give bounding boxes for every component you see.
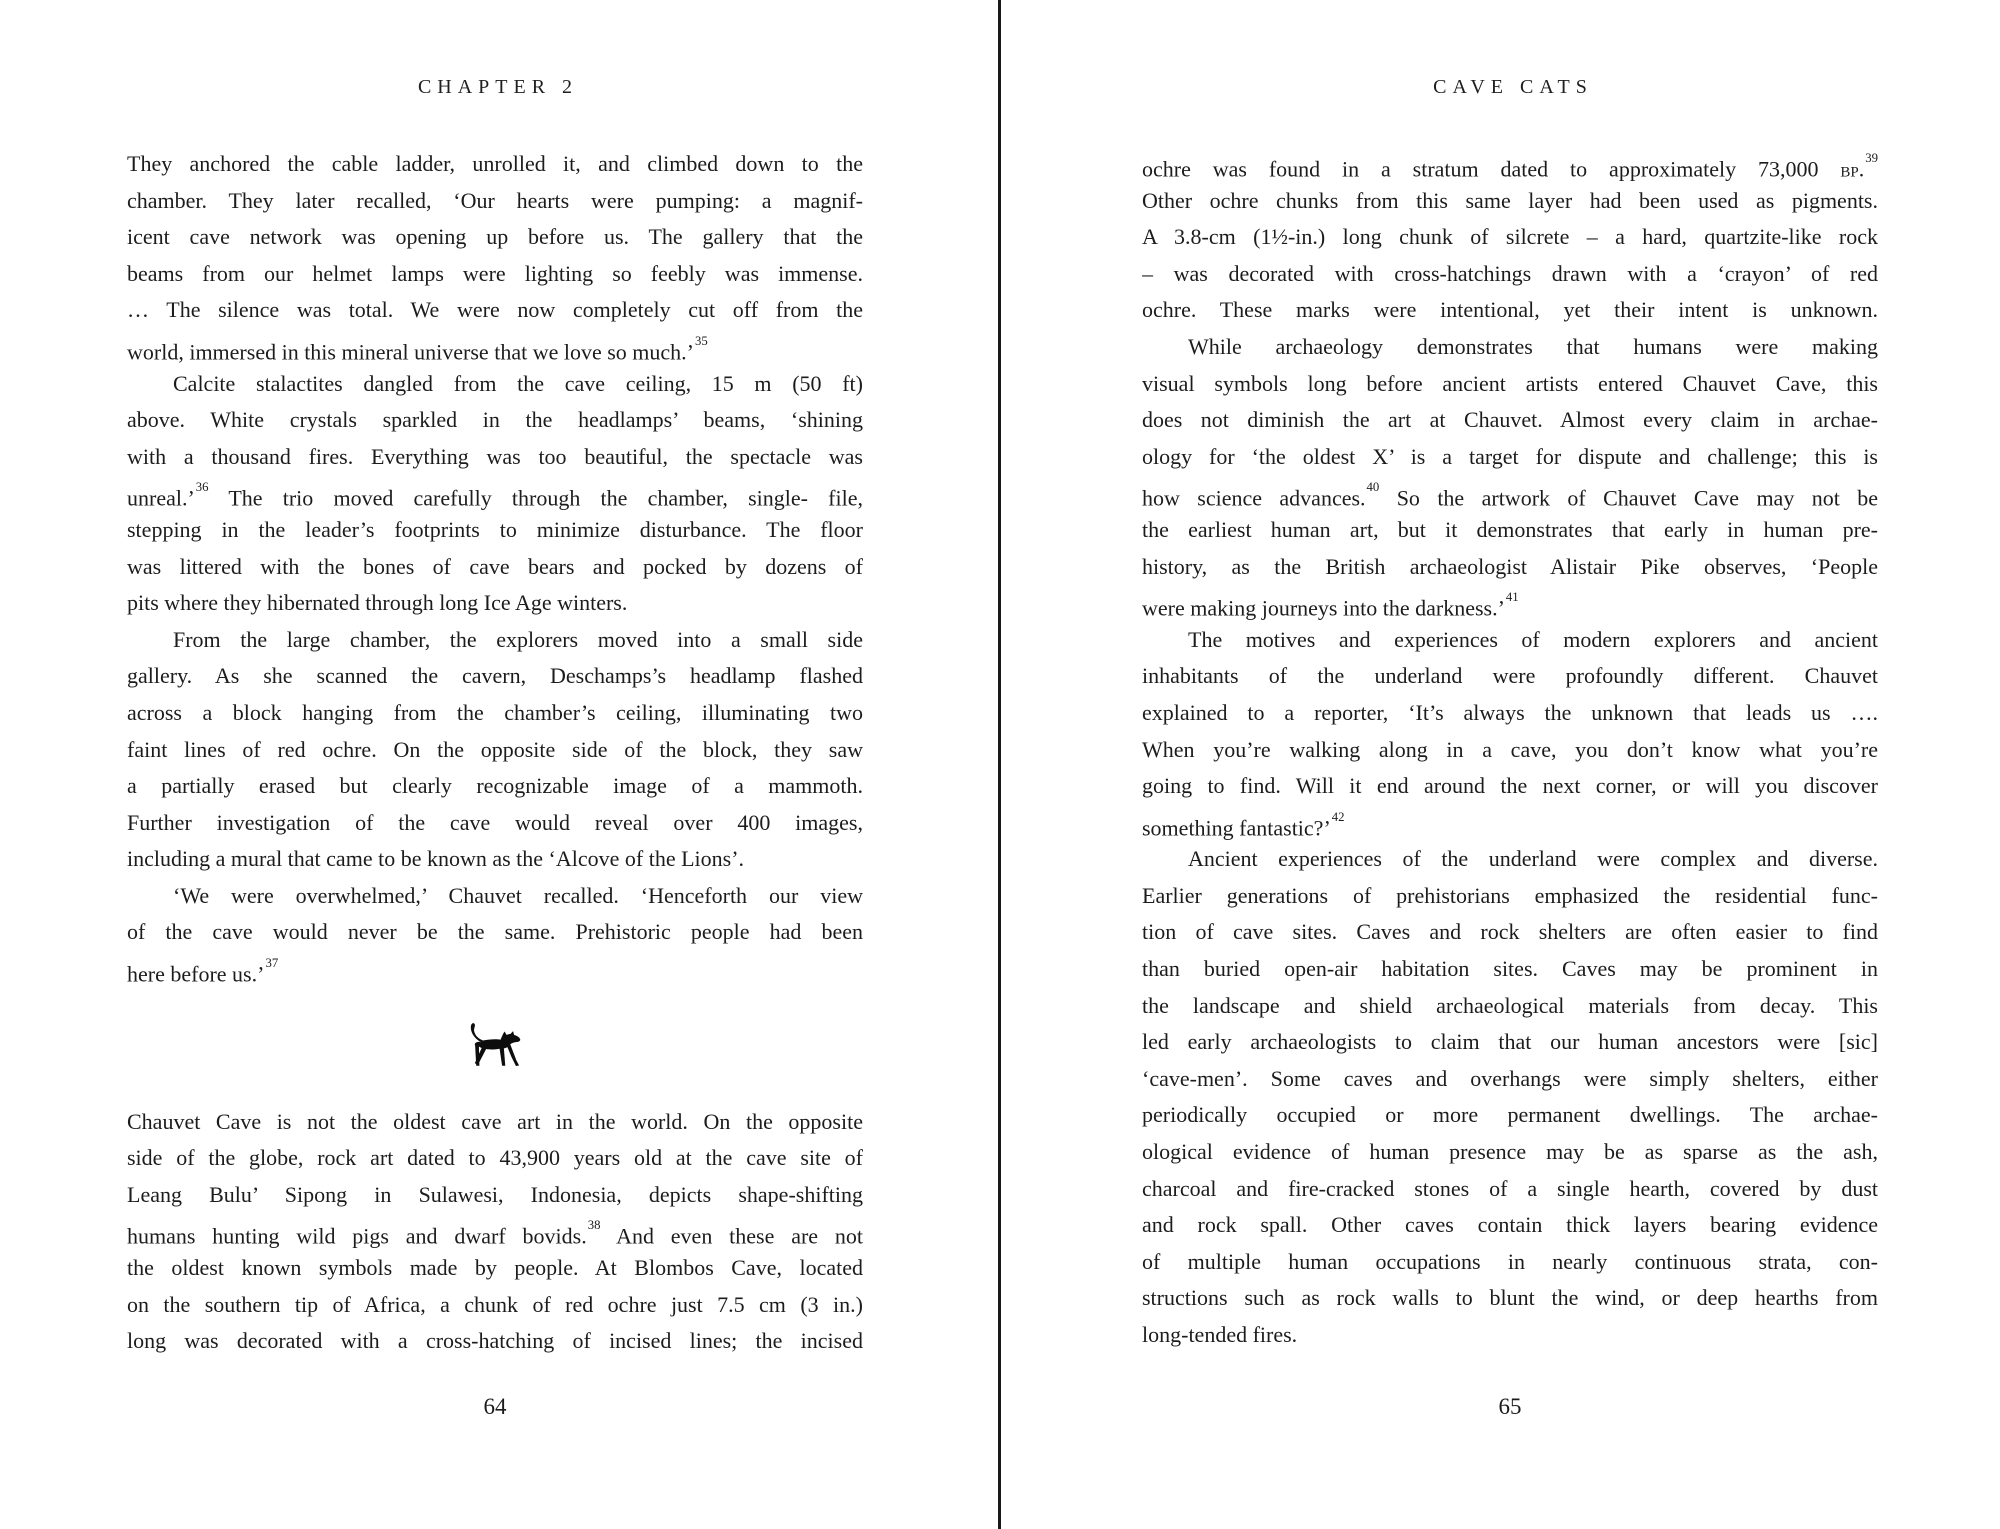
text-line: pits where they hibernated through long Ice Age winters. [127,590,628,616]
text-line: gallery. As she scanned the cavern, Deschamps’s headlamp flashed [127,663,863,689]
paragraph [1142,146,1878,329]
text-line: led early archaeologists to claim that our human ancestors were [sic] [1142,1029,1878,1055]
page-gutter-divider [998,0,1001,1529]
text-line: were making journeys into the darkness.’$^{41}$ [1142,590,1519,621]
text-line: side of the globe, rock art dated to 43,900 years old at the cave site of [127,1145,863,1171]
text-line: the oldest known symbols made by people. At Blombos Cave, located [127,1255,863,1281]
text-line: faint lines of red ochre. On the opposite side of the block, they saw [127,736,863,762]
text-line: … The silence was total. We were now completely cut off from the [127,297,863,323]
text-line: tion of cave sites. Caves and rock shelters are often easier to find [1142,919,1878,945]
text-line: long was decorated with a cross-hatching of incised lines; the incised [127,1328,863,1354]
text-line: Further investigation of the cave would reveal over 400 images, [127,809,863,835]
text-line: chamber. They later recalled, ‘Our hearts were pumping: a magnif- [127,187,863,213]
right-page-body [1142,146,1878,1354]
text-line: than buried open-air habitation sites. Caves may be prominent in [1142,956,1878,982]
text-line: was littered with the bones of cave bears and pocked by dozens of [127,553,863,579]
text-line: history, as the British archaeologist Alistair Pike observes, ‘People [1142,553,1878,579]
left-page-body [127,146,863,1360]
text-line: something fantastic?’$^{42}$ [1142,809,1345,841]
text-line: with a thousand fires. Everything was too beautiful, the spectacle was [127,443,863,469]
text-line: – was decorated with cross-hatchings drawn with a ‘crayon’ of red [1142,260,1878,286]
cat-silhouette-ornament [127,988,863,1104]
left-running-header: CHAPTER 2 [417,76,579,98]
text-line: including a mural that came to be known as the ‘Alcove of the Lions’. [127,846,745,872]
text-line: ological evidence of human presence may be as sparse as the ash, [1142,1139,1878,1165]
text-line: explained to a reporter, ‘It’s always the unknown that leads us …. [1142,699,1878,725]
paragraph [1142,622,1878,842]
text-line: Calcite stalactites dangled from the cave ceiling, 15 m (50 ft) [173,370,863,396]
cat-silhouette-icon [456,1019,534,1073]
text-line: They anchored the cable ladder, unrolled it, and climbed down to the [127,151,863,176]
text-line: humans hunting wild pigs and dwarf bovids.$^{38}$ And even these are not [127,1218,863,1249]
text-line: of multiple human occupations in nearly continuous strata, con- [1142,1248,1878,1274]
paragraph [127,366,863,622]
text-line: From the large chamber, the explorers moved into a small side [173,626,863,652]
text-line: the earliest human art, but it demonstrates that early in human pre- [1142,516,1878,542]
text-line: Ancient experiences of the underland were complex and diverse. [1188,846,1878,872]
text-line: visual symbols long before ancient artists entered Chauvet Cave, this [1142,370,1878,396]
text-line: beams from our helmet lamps were lighting so feebly was immense. [127,260,863,286]
text-line: long-tended fires. [1142,1322,1298,1347]
paragraph [1142,329,1878,622]
text-line: stepping in the leader’s footprints to minimize disturbance. The floor [127,516,863,542]
text-line: The motives and experiences of modern explorers and ancient [1188,626,1878,652]
text-line: inhabitants of the underland were profoundly different. Chauvet [1142,663,1878,689]
paragraph [127,878,863,988]
text-line: does not diminish the art at Chauvet. Almost every claim in archae- [1142,407,1878,433]
text-line: unreal.’$^{36}$ The trio moved carefully through the chamber, single- file, [127,480,863,511]
text-line: structions such as rock walls to blunt the wind, or deep hearths from [1142,1285,1878,1311]
text-line: of the cave would never be the same. Prehistoric people had been [127,919,863,945]
paragraph [127,622,863,878]
text-line: periodically occupied or more permanent dwellings. The archae- [1142,1102,1878,1128]
text-line: charcoal and fire-cracked stones of a single hearth, covered by dust [1142,1175,1878,1201]
right-running-header: CAVE CATS [1433,76,1593,98]
text-line: world, immersed in this mineral universe that we love so much.’$^{35}$ [127,333,708,365]
text-line: here before us.’$^{37}$ [127,955,279,987]
left-page-number: 64 [483,1394,507,1419]
text-line: ochre was found in a stratum dated to approximately 73,000 bp.$^{39}$ [1142,150,1878,182]
text-line: above. White crystals sparkled in the headlamps’ beams, ‘shining [127,407,863,433]
text-line: going to find. Will it end around the next corner, or will you discover [1142,773,1878,799]
text-line: ‘We were overwhelmed,’ Chauvet recalled. ‘Henceforth our view [173,882,863,908]
text-line: Other ochre chunks from this same layer had been used as pigments. [1142,187,1878,213]
right-page-number: 65 [1498,1394,1522,1419]
paragraph [127,1104,863,1360]
text-line: a partially erased but clearly recognizable image of a mammoth. [127,773,863,799]
text-line: ology for ‘the oldest X’ is a target for dispute and challenge; this is [1142,443,1878,469]
text-line: A 3.8-cm (1½-in.) long chunk of silcrete – a hard, quartzite-like rock [1142,224,1878,250]
text-line: how science advances.$^{40}$ So the artwork of Chauvet Cave may not be [1142,480,1878,511]
text-line: ‘cave-men’. Some caves and overhangs were simply shelters, either [1142,1065,1878,1091]
text-line: Chauvet Cave is not the oldest cave art in the world. On the opposite [127,1108,863,1134]
text-line: the landscape and shield archaeological materials from decay. This [1142,992,1878,1018]
paragraph [1142,841,1878,1353]
text-line: on the southern tip of Africa, a chunk of red ochre just 7.5 cm (3 in.) [127,1291,863,1317]
text-line: across a block hanging from the chamber’s ceiling, illuminating two [127,699,863,725]
text-line: icent cave network was opening up before us. The gallery that the [127,224,863,250]
text-line: Earlier generations of prehistorians emphasized the residential func- [1142,882,1878,908]
text-line: While archaeology demonstrates that humans were making [1188,333,1878,359]
paragraph [127,146,863,366]
text-line: and rock spall. Other caves contain thick layers bearing evidence [1142,1212,1878,1238]
text-line: ochre. These marks were intentional, yet their intent is unknown. [1142,297,1878,323]
text-line: When you’re walking along in a cave, you don’t know what you’re [1142,736,1878,762]
text-line: Leang Bulu’ Sipong in Sulawesi, Indonesia, depicts shape-shifting [127,1181,863,1207]
